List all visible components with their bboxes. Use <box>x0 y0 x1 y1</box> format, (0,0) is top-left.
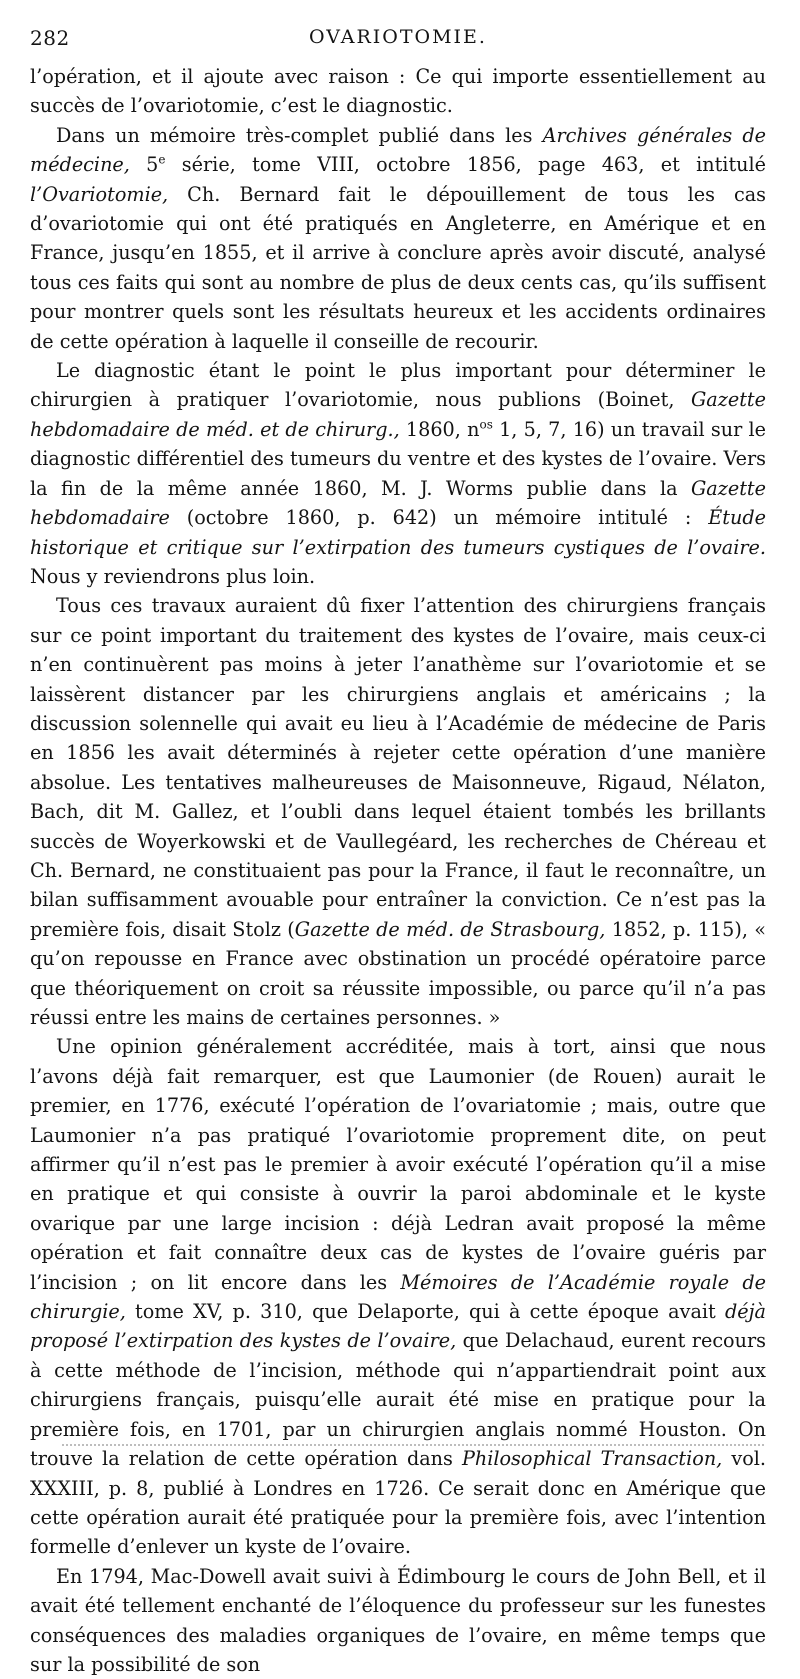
book-page <box>30 26 766 1679</box>
paragraph-continuation: l’opération, et il ajoute avec raison : Ce qui importe essentiellement au succès de l’ovariotomie, c’est le diagnostic. <box>30 65 766 118</box>
citation-etude: Étude historique et critique sur l’extirpation des tumeurs cystiques de l’ovaire. <box>30 506 766 559</box>
paragraph-bernard-memoir: Dans un mémoire très-complet publié dans les Archives générales de médecine, 5e série, tome VIII, octobre 1856, page 463, et intitulé l’Ovariotomie, Ch. Bernard fait le dépouillement de tous les cas d’ovariotomie qui ont été pratiqués en Angleterre, en Amérique et en France, jusqu’en 1855, et il arrive à conclure après avoir discuté, analysé tous ces faits qui sont au nombre de plus de deux cents cas, qu’ils suffisent pour montrer quels sont les résultats heureux et les accidents ordinaires de cette opération à laquelle il conseille de recourir. <box>30 123 766 353</box>
quoted-phrase: déjà proposé l’extirpation des kystes de l’ovaire, <box>30 1300 766 1353</box>
citation-title: l’Ovariotomie, <box>30 182 169 206</box>
paragraph-laumonier: Une opinion généralement accréditée, mais à tort, ainsi que nous l’avons déjà fait remarquer, est que Laumonier (de Rouen) aurait le premier, en 1776, exécuté l’opération de l’ovariatomie ; mais, outre que Laumonier n’a pas pratiqué l’ovariotomie proprement dite, on peut affirmer qu’il n’est pas le premier à avoir exécuté l’opération qu’il a mise en pratique et qui consiste à ouvrir la paroi abdominale et le kyste ovarique par une large incision : déjà Ledran avait proposé la même opération et fait connaître deux cas de kystes de l’ovaire guéris par l’incision ; on lit encore dans les Mémoires de l’Académie royale de chirurgie, tome XV, p. 310, que Delaporte, qui à cette époque avait déjà proposé l’extirpation des kystes de l’ovaire, que Delachaud, eurent recours à cette méthode de l’incision, méthode qui n’appartiendrait point aux chirurgiens français, puisqu’elle aurait été mise en pratique pour la première fois, en 1701, par un chirurgien anglais nommé Houston. On trouve la relation de cette opération dans Philosophical Transaction, vol. XXXIII, p. 8, publié à Londres en 1726. Ce serait donc en Amérique que cette opération aurait été pratiquée pour la première fois, avec l’intention formelle d’enlever un kyste de l’ovaire. <box>30 1035 766 1559</box>
paragraph-french-surgeons: Tous ces travaux auraient dû fixer l’attention des chirurgiens français sur ce point important du traitement des kystes de l’ovaire, mais ceux-ci n’en continuèrent pas moins à jeter l’anathème sur l’ovariotomie et se laissèrent distancer par les chirurgiens anglais et américains ; la discussion solennelle qui avait eu lieu à l’Académie de médecine de Paris en 1856 les avait déterminés à rejeter cette opération d’une manière absolue. Les tentatives malheureuses de Maisonneuve, Rigaud, Nélaton, Bach, dit M. Gallez, et l’oubli dans lequel étaient tombés les brillants succès de Woyerkowski et de Vaullegéard, les recherches de Chéreau et Ch. Bernard, ne constituaient pas pour la France, il faut le reconnaître, un bilan suffisamment avouable pour entraîner la conviction. Ce n’est pas la première fois, disait Stolz (Gazette de méd. de Strasbourg, 1852, p. 115), « qu’on repousse en France avec obstination un procédé opératoire parce que théoriquement on croit sa réussite impossible, ou parce qu’il n’a pas réussi entre les mains de certaines personnes. » <box>30 594 766 1029</box>
running-head <box>30 26 766 62</box>
paragraph-mac-dowell: En 1794, Mac-Dowell avait suivi à Édimbourg le cours de John Bell, et il avait été tellement enchanté de l’éloquence du professeur sur les funestes conséquences des maladies organiques de l’ovaire, en même temps que sur la possibilité de son <box>30 1564 766 1676</box>
citation-strasbourg: Gazette de méd. de Strasbourg, <box>294 917 606 941</box>
citation-philosophical: Philosophical Transaction, <box>461 1447 723 1471</box>
body-text <box>30 62 766 1679</box>
page-number: 282 <box>30 26 70 50</box>
footer-divider <box>62 1444 764 1446</box>
paragraph-diagnostic: Le diagnostic étant le point le plus important pour déterminer le chirurgien à pratiquer l’ovariotomie, nous publions (Boinet, Gazette hebdomadaire de méd. et de chirurg., 1860, $n^{os}$ 1, 5, 7, 16) un travail sur le diagnostic différentiel des tumeurs du ventre et des kystes de l’ovaire. Vers la fin de la même année 1860, M. J. Worms publie dans la Gazette hebdomadaire (octobre 1860, p. 642) un mémoire intitulé : Étude historique et critique sur l’extirpation des tumeurs cystiques de l’ovaire. Nous y reviendrons plus loin. <box>30 359 766 588</box>
citation-archives: Archives générales de médecine, <box>30 123 766 177</box>
citation-gazette-hebdo: Gazette hebdomadaire <box>30 476 766 530</box>
running-title: OVARIOTOMIE. <box>309 26 487 48</box>
citation-memoires: Mémoires de l’Académie royale de chirurgie, <box>30 1270 766 1324</box>
citation-gazette-med: Gazette hebdomadaire de méd. et de chirurg., <box>30 388 766 441</box>
